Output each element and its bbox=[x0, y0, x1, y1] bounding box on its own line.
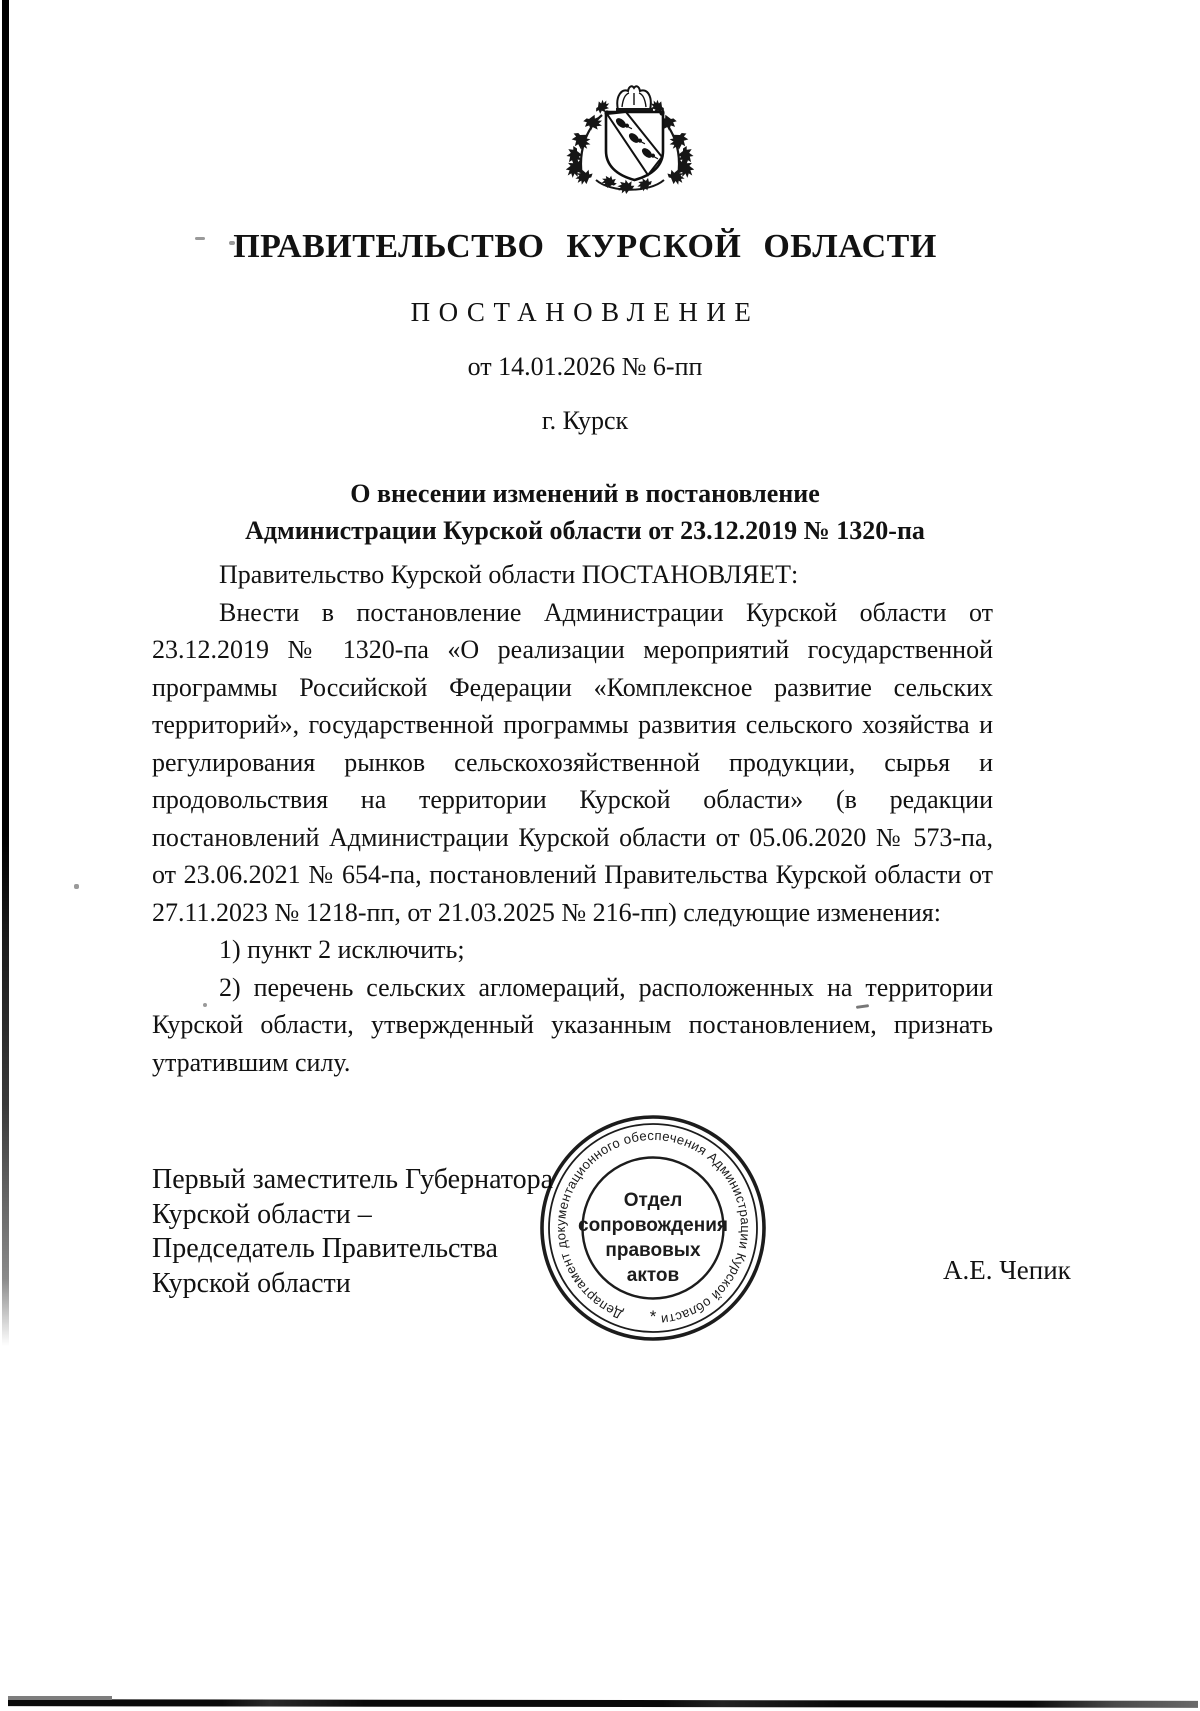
scan-edge-line-bottom bbox=[8, 1699, 1198, 1708]
paragraph-item-2: 2) перечень сельских агломераций, расположенных на территории Курской области, утвержденный указанным постановлением, признать утратившим силу. bbox=[152, 972, 993, 1077]
signature-position-line-3: Председатель Правительства bbox=[152, 1233, 498, 1264]
official-stamp bbox=[537, 1112, 769, 1344]
signature-position-line-2: Курской области – bbox=[152, 1198, 372, 1230]
signature-position-line-4: Курской области bbox=[152, 1267, 351, 1299]
signature-name: А.Е. Чепик bbox=[943, 1255, 1071, 1285]
stamp-center-text bbox=[563, 1188, 743, 1288]
paragraph-resolves: Правительство Курской области ПОСТАНОВЛЯЕТ: bbox=[219, 560, 799, 589]
doc-type: ПОСТАНОВЛЕНИЕ bbox=[410, 297, 760, 327]
stamp-center-line-3: правовых bbox=[605, 1240, 701, 1261]
doc-title bbox=[0, 475, 1170, 549]
body-text bbox=[152, 556, 993, 1081]
stamp-center-line-4: актов bbox=[626, 1265, 680, 1286]
doc-date-number: от 14.01.2026 № 6-пп bbox=[467, 352, 703, 381]
stamp-center-line-2: сопровождения bbox=[578, 1215, 728, 1236]
doc-title-line-1: О внесении изменений в постановление bbox=[350, 479, 820, 508]
crown bbox=[616, 86, 653, 112]
org-name: ПРАВИТЕЛЬСТВО КУРСКОЙ ОБЛАСТИ bbox=[233, 228, 937, 265]
shield bbox=[604, 110, 664, 180]
paragraph-amendment: Внести в постановление Администрации Курской области от 23.12.2019 № 1320-па «О реализации мероприятий государственной программы Российской Федерации «Комплексное развитие сельских территорий», государственной программы развития сельского хозяйства и регулирования рынков сельскохозяйственной продукции, сырья и продовольствия на территории Курской области» (в редакции постановлений Администрации Курской области от 05.06.2020 № 573-па, от 23.06.2021 № 654-па, постановлений Правительства Курской области от 27.11.2023 № 1218-пп, от 21.03.2025 № 216-пп) следующие изменения: bbox=[152, 597, 993, 927]
kursk-oblast-coat-of-arms-icon bbox=[566, 84, 694, 200]
paragraph-item-1: 1) пункт 2 исключить; bbox=[219, 935, 465, 964]
doc-title-line-2: Администрации Курской области от 23.12.2019 № 1320-па bbox=[245, 516, 925, 545]
scan-speck bbox=[74, 884, 79, 889]
stamp-center-line-1: Отдел bbox=[623, 1190, 683, 1211]
stamp-ring-text: Департамент документационного обеспечения Администрации Курской области bbox=[552, 1127, 754, 1328]
doc-city: г. Курск bbox=[541, 406, 629, 435]
scan-edge-blob bbox=[8, 1696, 112, 1700]
signature-position bbox=[152, 1163, 553, 1301]
signature-position-line-1: Первый заместитель Губернатора bbox=[152, 1164, 554, 1195]
stamp-bottom-symbol: * bbox=[649, 1307, 657, 1326]
scan-edge-line-left bbox=[2, 0, 9, 1346]
